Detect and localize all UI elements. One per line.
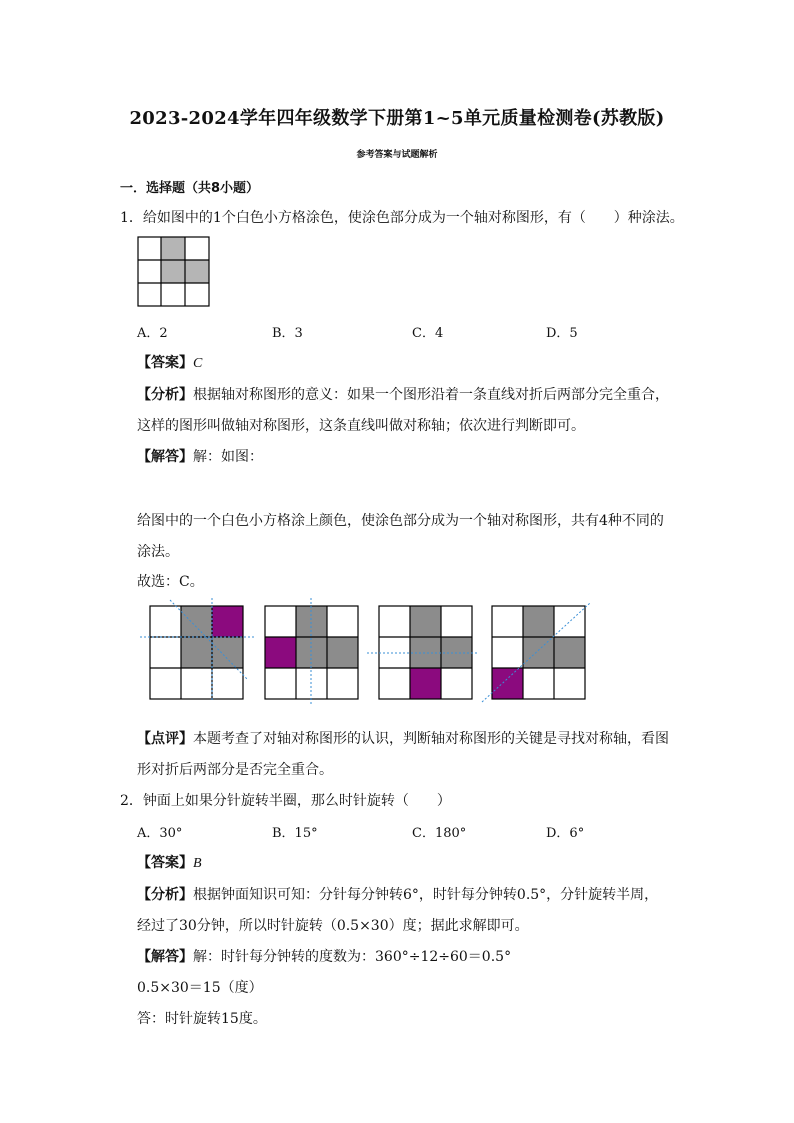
q2-answer-line bbox=[137, 852, 202, 872]
q1-text-line-1: 给图中的一个白色小方格涂上颜色，使涂色部分成为一个轴对称图形，共有4种不同的 bbox=[137, 513, 664, 529]
q1-option-b: B．3 bbox=[272, 326, 303, 341]
question-1-grid-figure bbox=[137, 236, 211, 308]
q2-option-b: B．15° bbox=[272, 826, 318, 841]
answer-tag: 【答案】 bbox=[137, 355, 193, 371]
q1-choose-line: 故选：C。 bbox=[137, 574, 204, 590]
q1-comment-line-2: 形对折后两部分是否完全重合。 bbox=[137, 762, 333, 778]
analysis-text: 根据钟面知识可知：分针每分钟转6°，时针每分钟转0.5°，分针旋转半周， bbox=[193, 887, 659, 903]
page-subtitle: 参考答案与试题解析 bbox=[356, 150, 438, 160]
answer-tag: 【答案】 bbox=[137, 855, 193, 871]
solution-grid-2 bbox=[255, 598, 370, 704]
q1-solution-line bbox=[137, 446, 263, 466]
q2-solution-line bbox=[137, 946, 511, 966]
solution-grid-4 bbox=[480, 598, 595, 704]
q1-option-d: D．5 bbox=[546, 326, 578, 341]
q1-option-c: C．4 bbox=[412, 326, 444, 341]
q2-option-a: A．30° bbox=[137, 826, 183, 841]
solution-text: 解：时针每分钟转的度数为：360°÷12÷60＝0.5° bbox=[193, 949, 512, 965]
question-1-stem: 1．给如图中的1个白色小方格涂色，使涂色部分成为一个轴对称图形，有（ ）种涂法。 bbox=[120, 210, 684, 226]
q1-comment-line-1 bbox=[137, 728, 669, 748]
solution-text: 解：如图： bbox=[193, 449, 263, 465]
analysis-tag: 【分析】 bbox=[137, 887, 193, 903]
q2-analysis-line-1 bbox=[137, 884, 658, 904]
analysis-tag: 【分析】 bbox=[137, 387, 193, 403]
comment-text: 本题考查了对轴对称图形的认识，判断轴对称图形的关键是寻找对称轴，看图 bbox=[193, 731, 669, 747]
q1-analysis-line-2: 这样的图形叫做轴对称图形，这条直线叫做对称轴；依次进行判断即可。 bbox=[137, 418, 585, 434]
q1-text-line-2: 涂法。 bbox=[137, 544, 179, 560]
question-2-stem: 2．钟面上如果分针旋转半圈，那么时针旋转（ ） bbox=[120, 793, 451, 809]
q2-calc-line: 0.5×30＝15（度） bbox=[137, 980, 263, 996]
q2-reply-line: 答：时针旋转15度。 bbox=[137, 1011, 267, 1027]
q1-answer-line bbox=[137, 352, 202, 372]
solution-grid-1 bbox=[140, 598, 255, 704]
comment-tag: 【点评】 bbox=[137, 731, 193, 747]
q2-analysis-line-2: 经过了30分钟，所以时针旋转（0.5×30）度；据此求解即可。 bbox=[137, 918, 529, 934]
page-title: 2023-2024学年四年级数学下册第1~5单元质量检测卷(苏教版) bbox=[129, 108, 665, 129]
analysis-text: 根据轴对称图形的意义：如果一个图形沿着一条直线对折后两部分完全重合， bbox=[193, 387, 669, 403]
q2-option-c: C．180° bbox=[412, 826, 467, 841]
q1-option-a: A．2 bbox=[137, 326, 168, 341]
solution-tag: 【解答】 bbox=[137, 949, 193, 965]
solution-grid-3 bbox=[365, 598, 480, 704]
q2-option-d: D．6° bbox=[546, 826, 585, 841]
answer-value: B bbox=[193, 856, 202, 871]
answer-value: C bbox=[193, 356, 203, 371]
solution-tag: 【解答】 bbox=[137, 449, 193, 465]
section-heading: 一．选择题（共8小题） bbox=[120, 181, 260, 196]
q1-analysis-line-1 bbox=[137, 384, 669, 404]
